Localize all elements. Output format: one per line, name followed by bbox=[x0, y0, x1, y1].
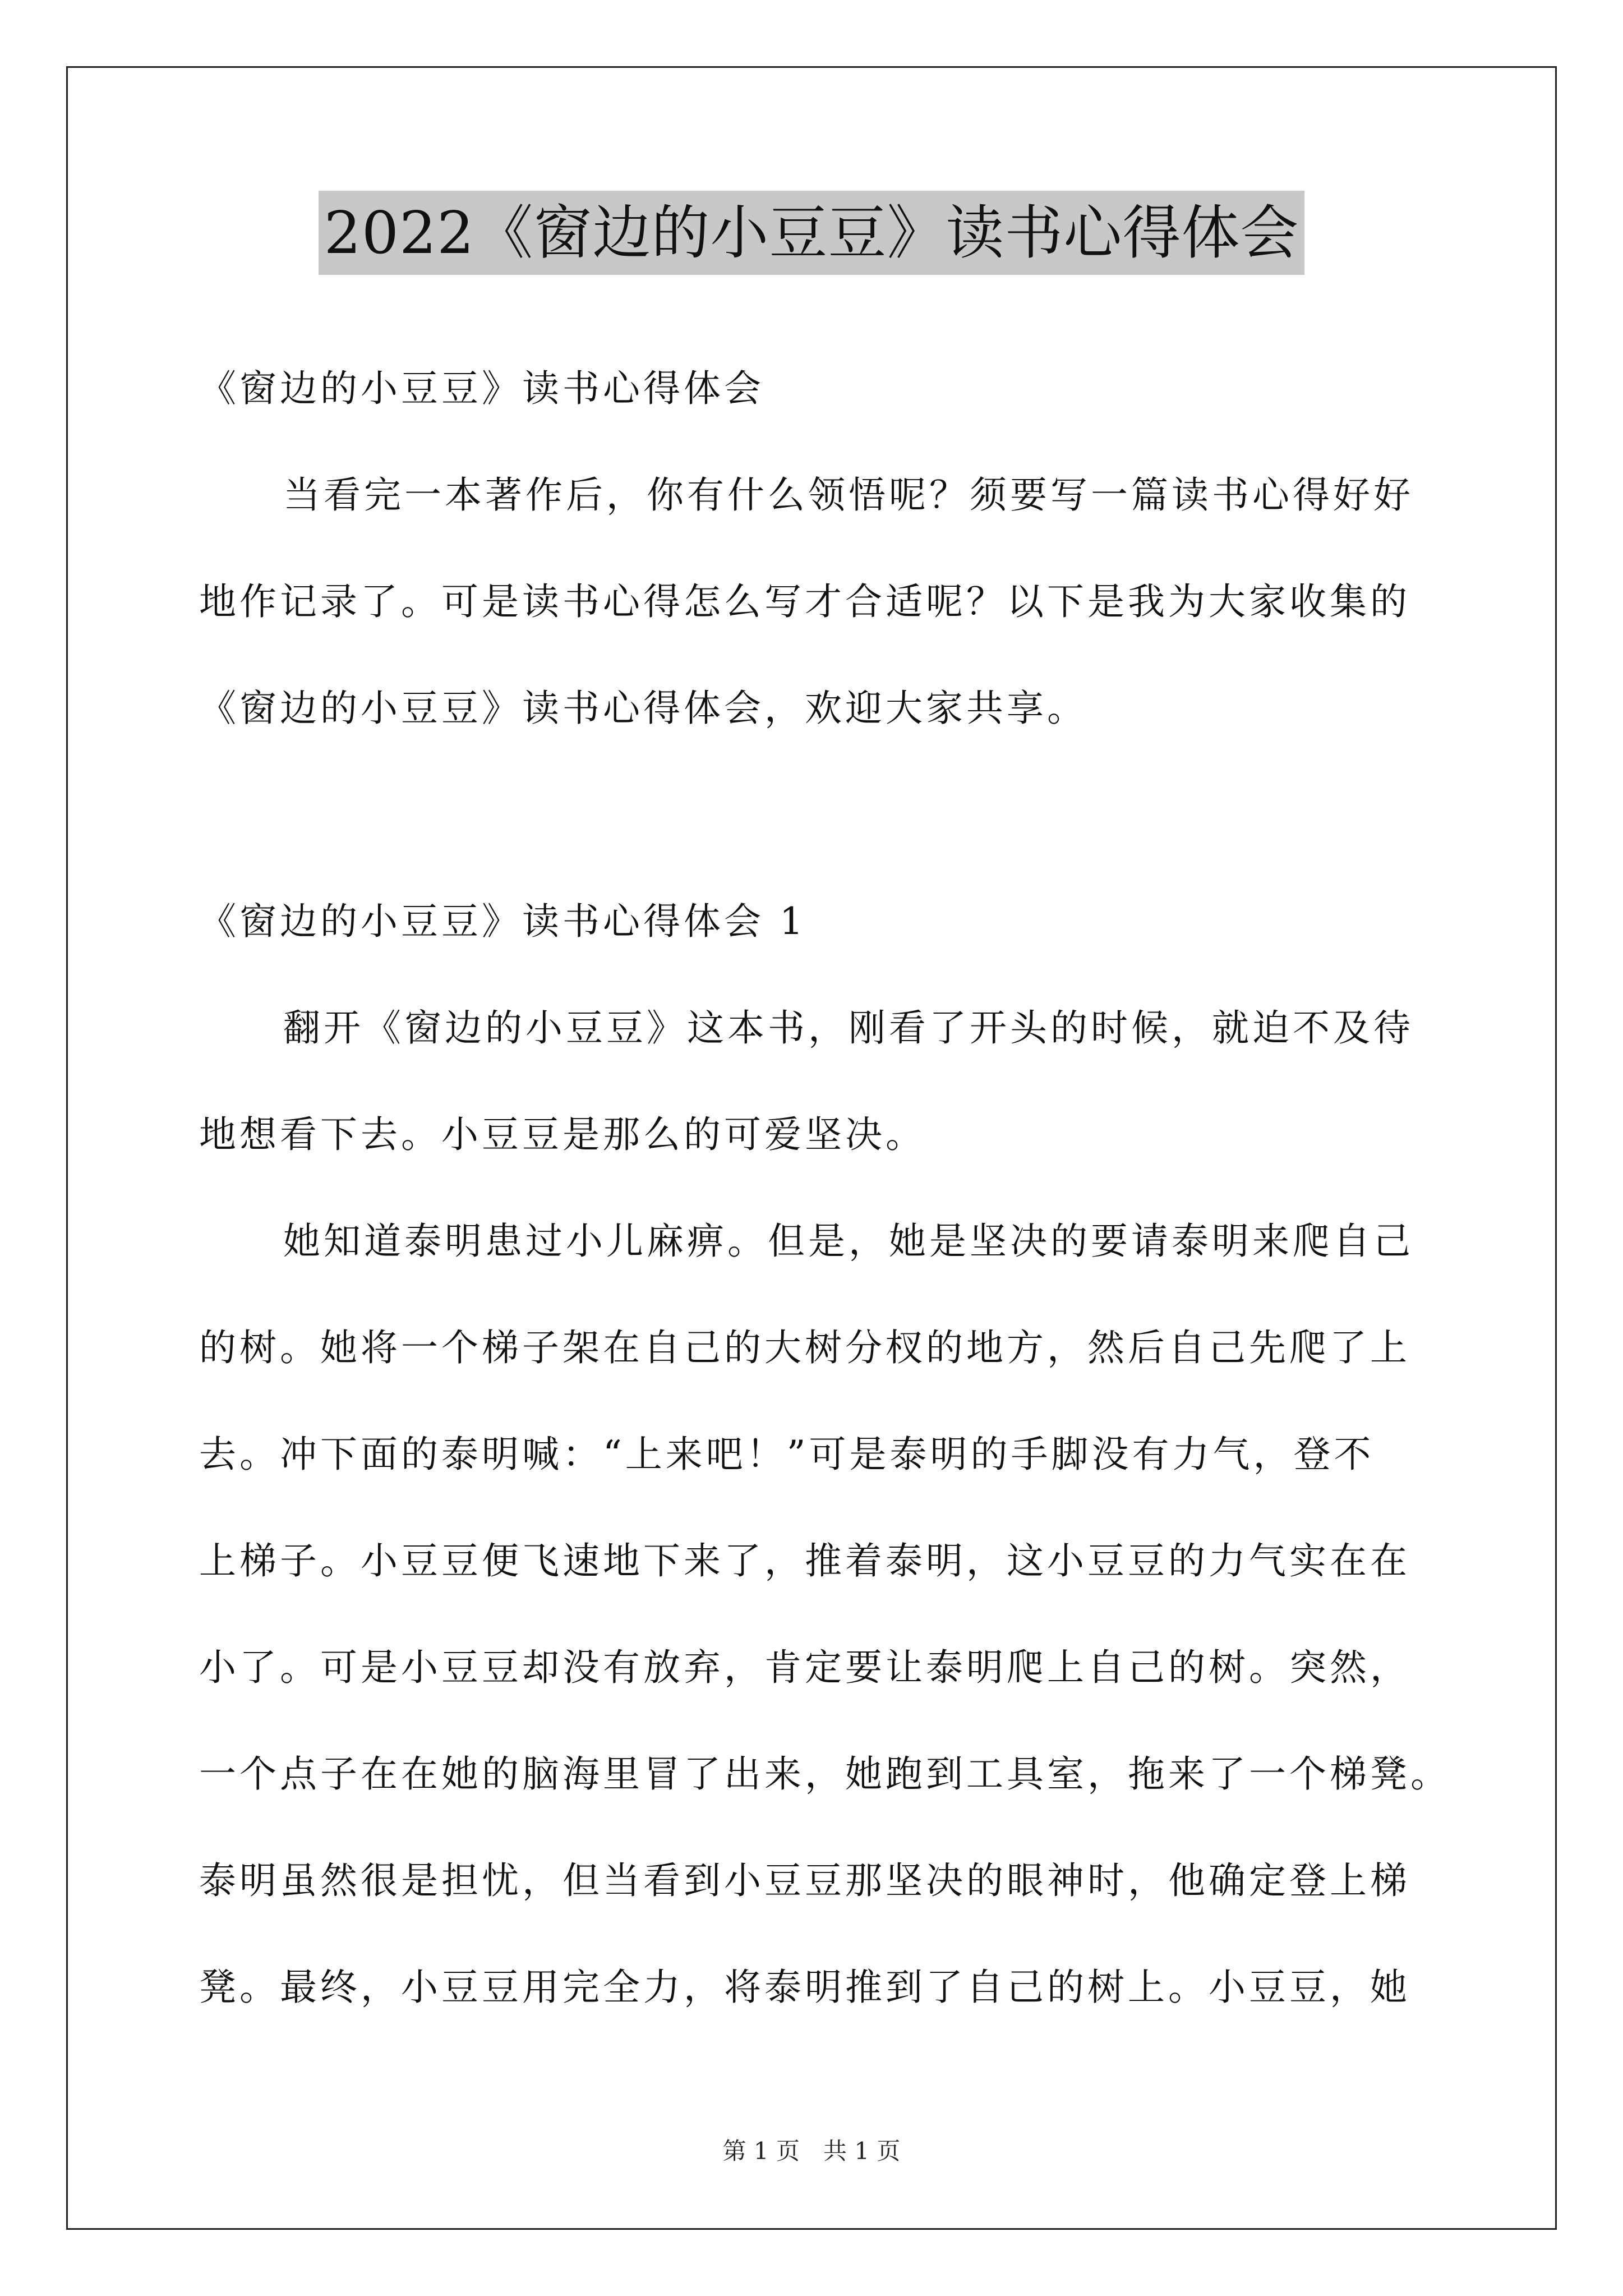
paragraph-line: 去。冲下面的泰明喊：“上来吧！”可是泰明的手脚没有力气，登不 bbox=[199, 1433, 1375, 1476]
paragraph-line: 凳。最终，小豆豆用完全力，将泰明推到了自己的树上。小豆豆，她 bbox=[199, 1966, 1410, 2009]
paragraph-line: 翻开《窗边的小豆豆》这本书，刚看了开头的时候，就迫不及待 bbox=[283, 1006, 1414, 1050]
blank-line bbox=[199, 779, 1427, 885]
intro-paragraph-line: 《窗边的小豆豆》读书心得体会，欢迎大家共享。 bbox=[199, 687, 1087, 730]
title-container bbox=[0, 191, 1623, 275]
section-heading: 《窗边的小豆豆》读书心得体会 1 bbox=[199, 900, 806, 943]
paragraph-line: 泰明虽然很是担忧，但当看到小豆豆那坚决的眼神时，他确定登上梯 bbox=[199, 1859, 1410, 1902]
paragraph-line: 她知道泰明患过小儿麻痹。但是，她是坚决的要请泰明来爬自己 bbox=[283, 1220, 1414, 1263]
paragraph-line: 的树。她将一个梯子架在自己的大树分杈的地方，然后自己先爬了上 bbox=[199, 1326, 1410, 1369]
intro-paragraph-line: 当看完一本著作后，你有什么领悟呢？须要写一篇读书心得好好 bbox=[283, 473, 1414, 517]
subtitle-line: 《窗边的小豆豆》读书心得体会 bbox=[199, 367, 764, 410]
paragraph-line: 一个点子在在她的脑海里冒了出来，她跑到工具室，拖来了一个梯凳。 bbox=[199, 1752, 1451, 1796]
document-body bbox=[199, 352, 1451, 2058]
paragraph-line: 小了。可是小豆豆却没有放弃，肯定要让泰明爬上自己的树。突然， bbox=[199, 1646, 1410, 1689]
page-title: 2022《窗边的小豆豆》读书心得体会 bbox=[319, 191, 1305, 275]
intro-paragraph-line: 地作记录了。可是读书心得怎么写才合适呢？以下是我为大家收集的 bbox=[199, 580, 1410, 623]
paragraph-line: 上梯子。小豆豆便飞速地下来了，推着泰明，这小豆豆的力气实在在 bbox=[199, 1539, 1410, 1582]
paragraph-line: 地想看下去。小豆豆是那么的可爱坚决。 bbox=[199, 1113, 926, 1156]
page-footer: 第 1 页 共 1 页 bbox=[722, 2137, 901, 2165]
